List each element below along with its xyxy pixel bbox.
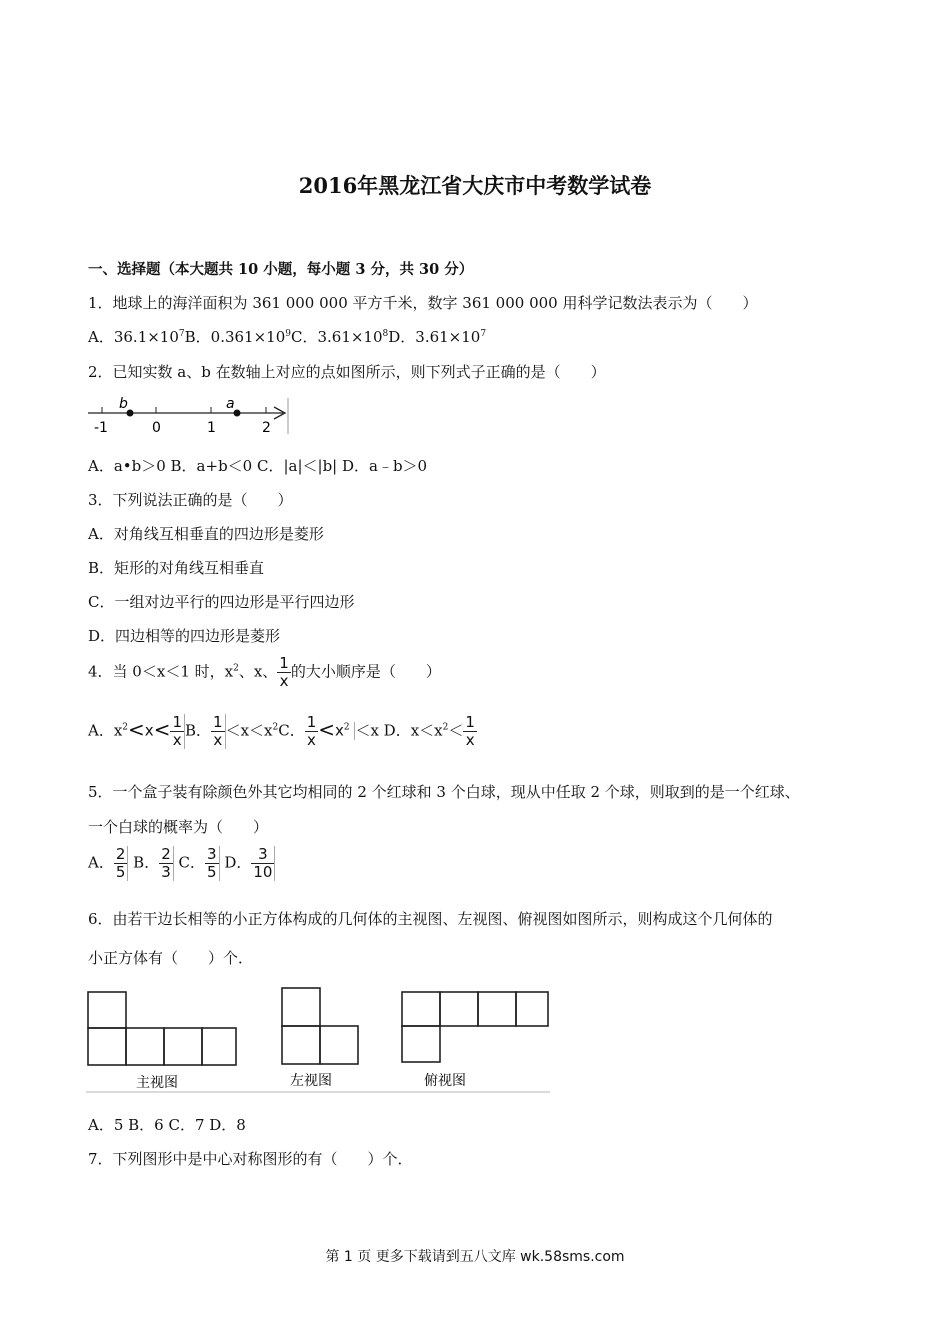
section-heading: 一、选择题（本大题共 10 小题，每小题 3 分，共 30 分） bbox=[88, 261, 474, 278]
front-view-label: 主视图 bbox=[136, 1075, 178, 1091]
q1-options: A．$36.1\times 10^7B$．$0.361\times 10^9C$．$3.61\times 10^8D$．$3.61\times 10^7$ bbox=[88, 328, 487, 346]
q4-option-d: ＜x D．x＜x bbox=[355, 721, 443, 740]
q5-option-c: C． bbox=[178, 853, 206, 872]
q1-option-b: B．0.361×10 bbox=[184, 328, 286, 346]
q4-option-a: A．x bbox=[88, 721, 123, 740]
q5-option-b: B． bbox=[133, 853, 160, 872]
q5-option-a: A． bbox=[88, 853, 114, 872]
q4-option-b: B． bbox=[185, 721, 212, 740]
number-line-figure bbox=[86, 394, 291, 438]
q1-option-c: C．3.61×10 bbox=[290, 328, 383, 346]
top-view-label: 俯视图 bbox=[424, 1073, 466, 1089]
q7-stem: 7．下列图形中是中心对称图形的有（ ）个． bbox=[88, 1150, 413, 1168]
q3-option-a: A．对角线互相垂直的四边形是菱形 bbox=[88, 525, 324, 543]
q6-stem-line1: 6．由若干边长相等的小正方体构成的几何体的主视图、左视图、俯视图如图所示，则构成这个几何体的 bbox=[88, 910, 773, 928]
q6-options: A．5 B．6 C．7 D．8 bbox=[88, 1116, 246, 1134]
q1-stem: 1．地球上的海洋面积为 361 000 000 平方千米，数字 361 000 000 用科学记数法表示为（ ） bbox=[88, 294, 758, 312]
q5-options: A． $\frac{2}{5}$ B． $\frac{2}{3}$ C． $\frac{3}{5}$ D． $\frac{3}{10}$ bbox=[88, 846, 275, 881]
q2-stem: 2．已知实数 a、b 在数轴上对应的点如图所示，则下列式子正确的是（ ） bbox=[88, 363, 606, 381]
left-view-label: 左视图 bbox=[290, 1073, 332, 1089]
q3-option-d: D．四边相等的四边形是菱形 bbox=[88, 627, 281, 645]
label-a: a bbox=[226, 396, 235, 412]
q3-stem: 3．下列说法正确的是（ ） bbox=[88, 491, 293, 509]
q3-option-b: B．矩形的对角线互相垂直 bbox=[88, 559, 265, 577]
q4-option-c: C． bbox=[278, 721, 305, 740]
footer-page-text: 第 1 页 更多下载请到五八文库 bbox=[325, 1249, 521, 1265]
fraction-1-over-x: $\frac{1}{x}$ bbox=[279, 654, 289, 690]
q6-stem-line2: 小正方体有（ ）个． bbox=[88, 949, 254, 967]
page-title: 2016年黑龙江省大庆市中考数学试卷 bbox=[298, 173, 652, 198]
tick-label: 2 bbox=[262, 420, 271, 436]
q4-stem: 4．当 0＜x＜1 时，$x^2$、x、 $\frac{1}{x}$ 的大小顺序是（ ） bbox=[88, 654, 441, 690]
tick-label: 0 bbox=[152, 420, 161, 436]
q2-options: A．a•b＞0 B．a+b＜0 C．|a|＜|b| D．a﹣b＞0 bbox=[88, 457, 428, 475]
tick-label: -1 bbox=[94, 420, 108, 436]
q4-options: A．$x^2<x<$ $\frac{1}{x}$ B． $\frac{1}{x}$ $<x<x^2C$． $\frac{1}{x}$ $<x^2 <x$ D．$x<x^2<$ $\frac{1}{x}$ bbox=[88, 713, 475, 749]
q5-stem-line2: 一个白球的概率为（ ） bbox=[88, 818, 269, 836]
q1-option-a: A．36.1×10 bbox=[88, 328, 179, 346]
three-views-figure bbox=[86, 984, 550, 1094]
q3-option-c: C．一组对边平行的四边形是平行四边形 bbox=[88, 593, 355, 611]
q5-option-d: D． bbox=[224, 853, 252, 872]
label-b: b bbox=[119, 396, 128, 412]
page-footer bbox=[0, 1246, 950, 1266]
footer-link[interactable]: wk.58sms.com bbox=[520, 1249, 625, 1265]
q1-option-d: D．3.61×10 bbox=[388, 328, 481, 346]
q5-stem-line1: 5．一个盒子装有除颜色外其它均相同的 2 个红球和 3 个白球，现从中任取 2 个球，则取到的是一个红球、 bbox=[88, 783, 800, 801]
tick-label: 1 bbox=[207, 420, 216, 436]
